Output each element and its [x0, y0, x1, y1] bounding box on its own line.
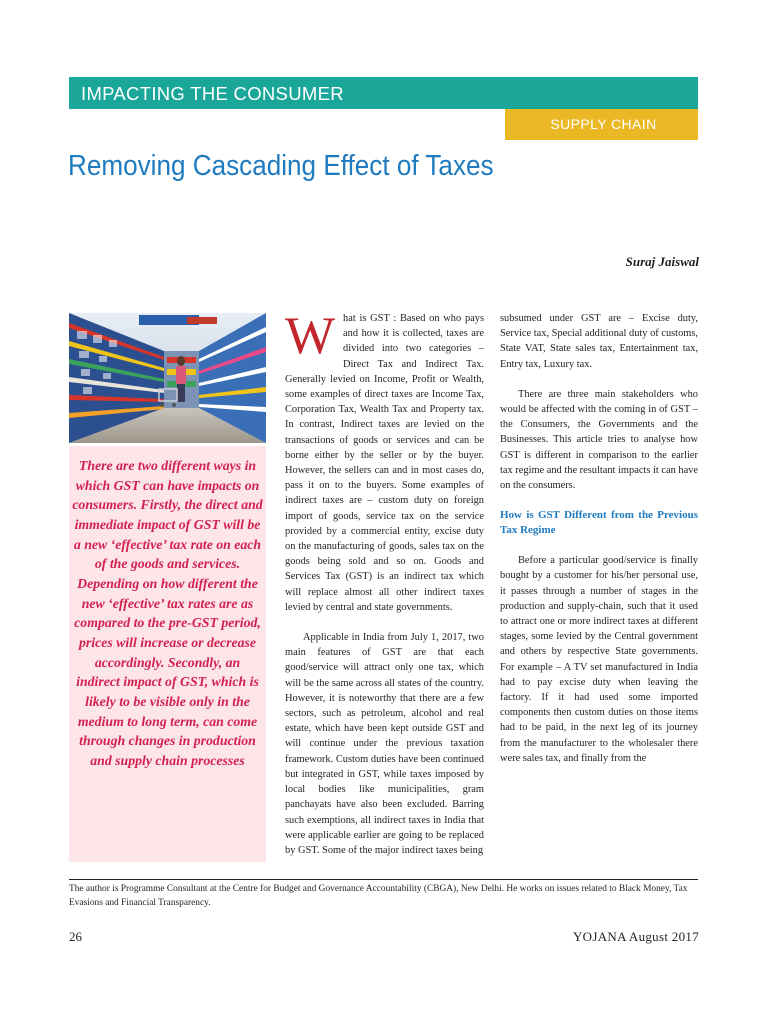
author-footnote: The author is Programme Consultant at the Centre for Budget and Governance Accountability (CBGA), New Delhi. He works on issues related to Black Money, Tax Evasions and Financial Transparency.: [69, 884, 688, 908]
article-column-1: [285, 307, 484, 858]
paragraph-3: There are three main stakeholders who would be affected with the coming in of GST – the Consumers, the Governments and the Businesses. This article tries to analyse how GST is different in comparison to the earlier tax regime and the resultant impacts it can have on the consumers.: [500, 388, 698, 492]
article-headline: Removing Cascading Effect of Taxes: [68, 150, 494, 182]
magazine-issue: YOJANA August 2017: [572, 929, 699, 944]
author-name: Suraj Jaiswal: [625, 254, 699, 269]
pull-quote: There are two different ways in which GST can have impacts on consumers. Firstly, the direct and immediate impact of GST will be a new ‘effective’ tax rate on each of the goods and services. Depending on how different the new ‘effective’ tax rates are as compared to the pre-GST period, prices will increase or decrease accordingly. Secondly, an indirect impact of GST, which is likely to be visible only in the medium to long term, can come through changes in production and supply chain processes: [72, 458, 263, 768]
page-number: 26: [69, 929, 82, 944]
paragraph-4: Before a particular good/service is finally bought by a customer for his/her personal use, it passes through a number of stages in the production and supply-chain, such that it used to attract one or more indirect taxes at different stages, some levied by the Central government and others by respective State governments. For example – A TV set manufactured in India had to pay excise duty when leaving the factory. If it had used some imported components then custom duties on those items had to be paid, in the next leg of its journey from the manufacturer to the wholesaler there were sales tax, and finally from the: [500, 555, 698, 764]
paragraph-2-continued: subsumed under GST are – Excise duty, Service tax, Special additional duty of customs, State VAT, State sales tax, Entertainment tax, Entry tax, Luxury tax.: [500, 313, 698, 370]
pull-quote-box: [69, 446, 266, 862]
paragraph-2: Applicable in India from July 1, 2017, two main features of GST are that each good/service will attract only one tax, which will be the same across all states of the country. However, it is noteworthy that there are a few sectors, such as petroleum, alcohol and real estate, which have been kept outside GST and will continue under the previous taxation framework. Custom duties have been continued but integrated in GST, while taxes imposed by local bodies like municipalities, gram panchayats have also been excluded. Barring such exemptions, all indirect taxes in India that were applicable earlier are going to be replaced by GST. Some of the major indirect taxes being: [285, 632, 484, 856]
subsection-title: SUPPLY CHAIN: [550, 116, 657, 132]
drop-cap: W: [285, 307, 336, 365]
section-title: IMPACTING THE CONSUMER: [81, 83, 344, 104]
section-subheading: How is GST Different from the Previous Tax Regime: [500, 509, 698, 536]
footnote-rule: [69, 879, 698, 880]
supermarket-photo: [69, 313, 266, 443]
paragraph-1: hat is GST : Based on who pays and how it is collected, taxes are divided into two categories – Direct Tax and Indirect Tax. Generally levied on Income, Profit or Wealth, some examples of direct taxes are Income Tax, Corporation Tax, Wealth Tax and Property tax. In contrast, Indirect taxes are levied on the transactions of goods or services and can be borne either by the seller or by the buyer. However, the sellers can and in most cases do, pass it on to the buyers. Some examples of indirect taxes are – custom duty on foreign import of goods, service tax on the service provided by a commercial entity, excise duty on the manufacturing of goods, sales tax on the goods being sold and so on. Goods and Services Tax (GST) is an indirect tax which will replace almost all other indirect taxes levied by central and state governments.: [285, 313, 484, 613]
article-column-2: [500, 311, 698, 766]
